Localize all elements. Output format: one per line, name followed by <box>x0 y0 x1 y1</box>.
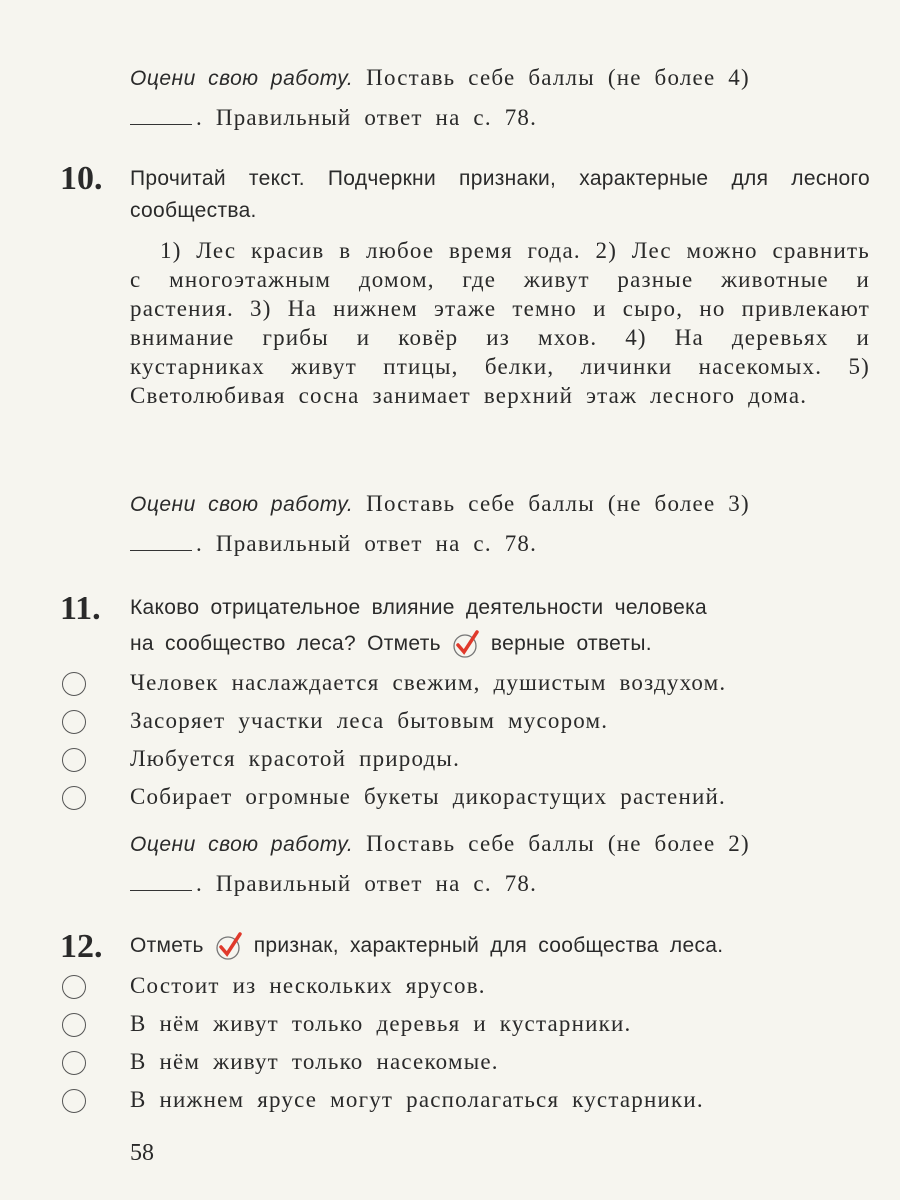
option-circle[interactable] <box>62 1089 86 1113</box>
task-number: 11. <box>60 590 101 627</box>
score-blank[interactable] <box>130 98 192 125</box>
score-text: Поставь себе баллы (не более 2) <box>366 831 750 856</box>
score-prompt: Оцени свою работу. <box>130 493 354 516</box>
score-text: Поставь себе баллы (не более 3) <box>366 491 750 516</box>
option-label: В нём живут только деревья и кустарники. <box>130 1011 632 1036</box>
checkmark-icon <box>451 629 481 659</box>
instruction-part: Отметь <box>130 934 204 957</box>
option-circle[interactable] <box>62 1013 86 1037</box>
instruction-part: на сообщество леса? Отметь <box>130 632 441 655</box>
instruction-line: Каково отрицательное влияние деятельности человека <box>130 596 708 619</box>
score-blank[interactable] <box>130 864 192 891</box>
answer-ref: . Правильный ответ на с. 78. <box>196 105 538 130</box>
option-label: Любуется красотой природы. <box>130 746 461 771</box>
option-circle[interactable] <box>62 786 86 810</box>
option-circle[interactable] <box>62 1051 86 1075</box>
score-block-11 <box>130 824 870 904</box>
score-text: Поставь себе баллы (не более 4) <box>366 65 750 90</box>
page-number: 58 <box>130 1140 154 1166</box>
score-block-9 <box>130 58 870 138</box>
task-text: 1) Лес красив в любое время года. 2) Лес можно сравнить с многоэтажным домом, где живут разные животные и растения. 3) На нижнем этаже темно и сыро, но привлекают внимание грибы и ковёр из мхов. 4) На деревьях и кустарниках живут птицы, белки, личинки насекомых. 5) Светолюбивая сосна занимает верхний этаж лесного дома. <box>130 238 870 408</box>
option-label: Собирает огромные букеты дикорастущих растений. <box>130 784 726 809</box>
checkmark-icon <box>214 931 244 961</box>
option-circle[interactable] <box>62 975 86 999</box>
option-label: В нижнем ярусе могут располагаться кустарники. <box>130 1087 704 1112</box>
instruction-part: признак, характерный для сообщества леса. <box>253 934 724 957</box>
score-blank[interactable] <box>130 524 192 551</box>
option-label: В нём живут только насекомые. <box>130 1049 499 1074</box>
option-label: Засоряет участки леса бытовым мусором. <box>130 708 609 733</box>
answer-ref: . Правильный ответ на с. 78. <box>196 531 538 556</box>
score-prompt: Оцени свою работу. <box>130 67 354 90</box>
answer-ref: . Правильный ответ на с. 78. <box>196 871 538 896</box>
instruction-part: верные ответы. <box>490 632 652 655</box>
instruction-line <box>130 626 870 662</box>
score-block-10 <box>130 484 870 564</box>
task-instruction <box>130 928 870 964</box>
task-instruction <box>130 590 870 662</box>
option-label: Состоит из нескольких ярусов. <box>130 973 486 998</box>
option-label: Человек наслаждается свежим, душистым воздухом. <box>130 670 727 695</box>
task-number: 12. <box>60 928 103 965</box>
option-circle[interactable] <box>62 672 86 696</box>
task-instruction: Прочитай текст. Подчеркни признаки, характерные для лесного сообщества. <box>130 167 870 222</box>
task-number: 10. <box>60 160 103 197</box>
option-circle[interactable] <box>62 710 86 734</box>
score-prompt: Оцени свою работу. <box>130 833 354 856</box>
option-circle[interactable] <box>62 748 86 772</box>
